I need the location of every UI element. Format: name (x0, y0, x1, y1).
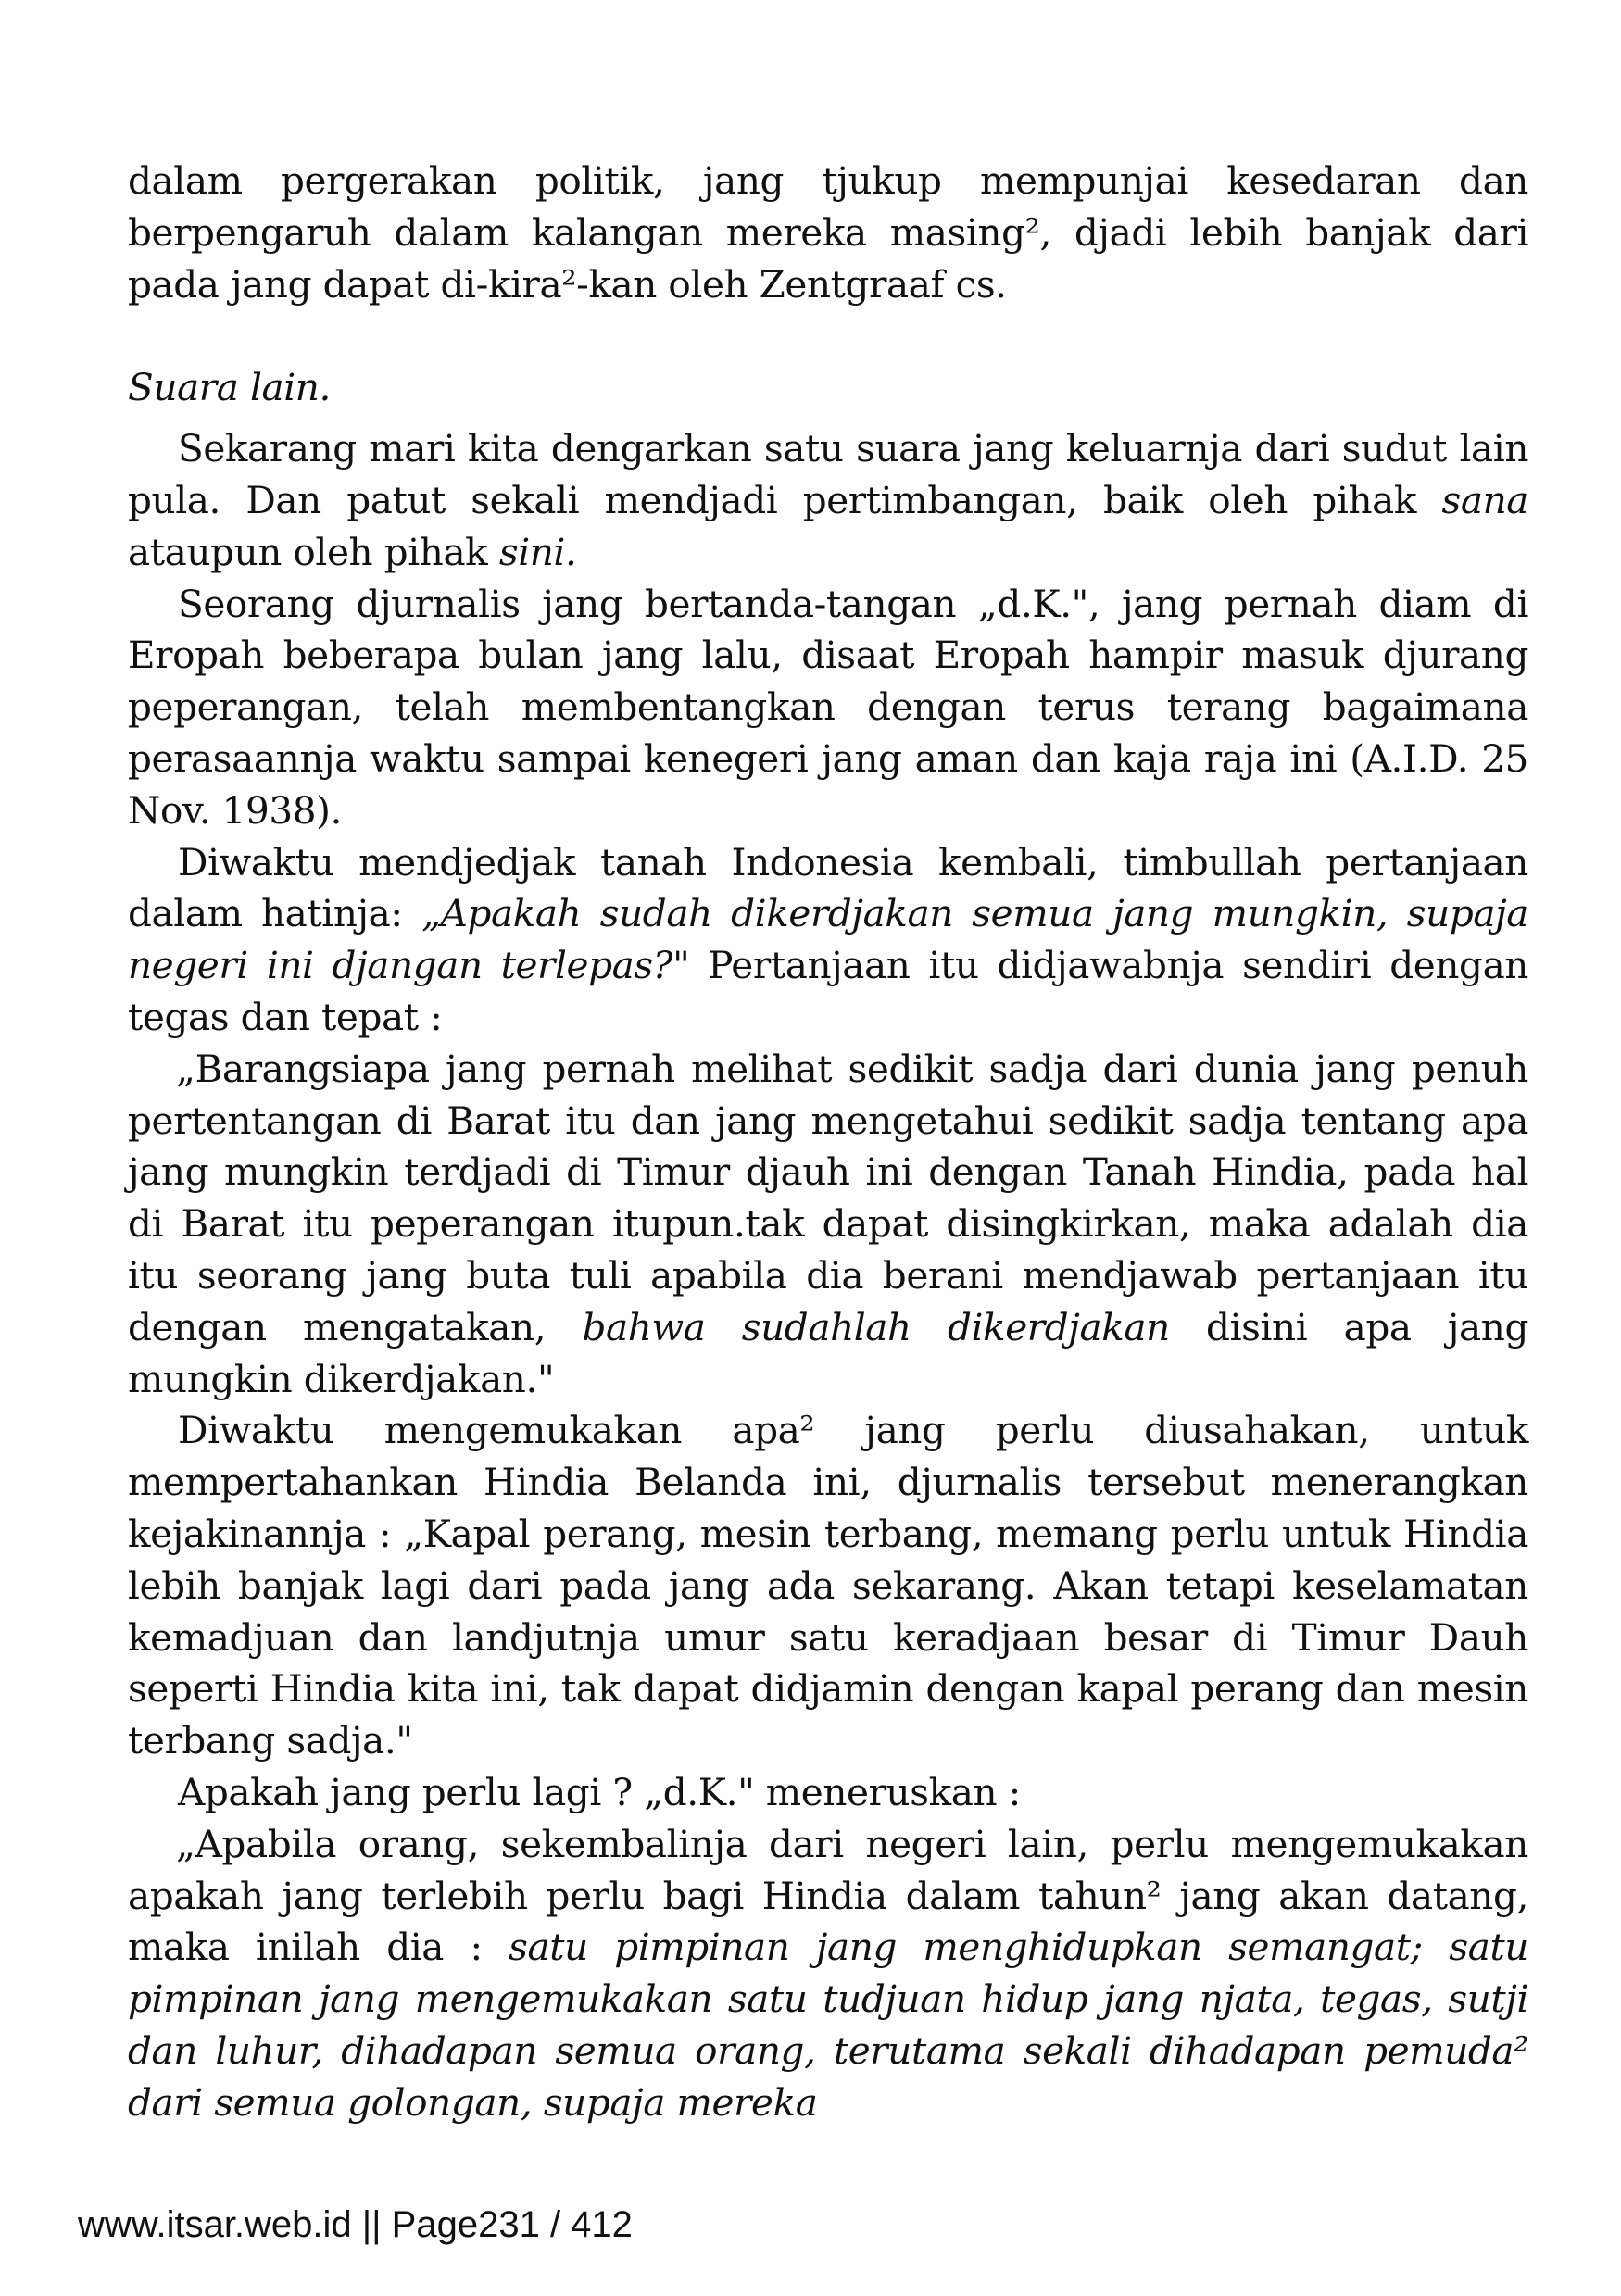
paragraph-seorang-djurnalis: Seorang djurnalis jang bertanda-tangan „d.K.", jang pernah diam di Eropah beberapa bulan jang lalu, disaat Eropah hampir masuk djurang peperangan, telah membentangkan dengan terus terang bagaimana perasaannja waktu sampai kenegeri jang aman dan kaja raja ini (A.I.D. 25 Nov. 1938). (128, 581, 1528, 833)
section-heading: Suara lain. (128, 365, 331, 410)
italic-run: sini. (498, 529, 577, 574)
paragraph-sekarang (128, 423, 1528, 578)
paragraph-diwaktu-mendjedjak (128, 837, 1528, 1044)
page-body (128, 156, 1528, 2128)
text-run: „Barangsiapa jang pernah melihat sedikit sadja dari dunia jang penuh pertentangan di Barat itu dan jang mengetahui sedikit sadja tentang apa jang mungkin terdjadi di Timur djauh ini dengan Tanah Hindia, pada hal di Barat itu peperangan itupun.tak dapat disingkirkan, maka adalah dia itu seorang jang buta tuli apabila dia berani mendjawab pertanjaan itu dengan mengatakan, (128, 1046, 1528, 1349)
text-run: „Apabila orang, sekembalinja dari negeri lain, perlu mengemukakan apakah jang terlebih perlu bagi Hindia dalam tahun² jang akan datang, maka inilah dia : (128, 1821, 1528, 1970)
italic-run: sana (1441, 477, 1528, 522)
italic-run: bahwa sudahlah dikerdjakan (582, 1304, 1170, 1349)
text-run: ataupun oleh pihak (128, 529, 499, 574)
text-run: Sekarang mari kita dengarkan satu suara jang keluarnja dari sudut lain pula. Dan patut sekali mendjadi pertimbangan, baik oleh pihak (128, 426, 1528, 522)
italic-run: satu pimpinan jang menghidupkan semangat; satu pimpinan jang mengemukakan satu tudjuan hidup jang njata, tegas, sutji dan luhur, dihadapan semua orang, terutama sekali dihadapan pemuda² dari semua golongan, supaja mereka (128, 1925, 1529, 2125)
italic-question: „Apakah sudah dikerdjakan semua jang mungkin, supaja negeri ini djangan terlepas?" (128, 891, 1528, 988)
paragraph-quote-barangsiapa (128, 1044, 1528, 1406)
text-run: Pertanjaan itu didjawabnja sendiri dengan tegas dan tepat : (128, 943, 1528, 1039)
text-run: disini apa jang mungkin dikerdjakan." (128, 1304, 1528, 1401)
paragraph-continuation: dalam pergerakan politik, jang tjukup mempunjai kesedaran dan berpengaruh dalam kalangan mereka masing², djadi lebih banjak dari pada jang dapat di-kira²-kan oleh Zentgraaf cs. (128, 158, 1528, 307)
paragraph-quote-apabila (128, 1819, 1528, 2129)
page-footer: www.itsar.web.id || Page231 / 412 (78, 2204, 633, 2245)
text-run: Diwaktu mendjedjak tanah Indonesia kembali, timbullah pertanjaan dalam hatinja: (128, 839, 1528, 936)
paragraph-apakah-jang-perlu: Apakah jang perlu lagi ? „d.K." meneruskan : (178, 1769, 1021, 1814)
paragraph-diwaktu-mengemukakan: Diwaktu mengemukakan apa² jang perlu diusahakan, untuk mempertahankan Hindia Belanda ini, djurnalis tersebut menerangkan kejakinannja : „Kapal perang, mesin terbang, memang perlu untuk Hindia lebih banjak lagi dari pada jang ada sekarang. Akan tetapi keselamatan kemadjuan dan landjutnja umur satu keradjaan besar di Timur Dauh seperti Hindia kita ini, tak dapat didjamin dengan kapal perang dan mesin terbang sadja." (128, 1408, 1528, 1763)
